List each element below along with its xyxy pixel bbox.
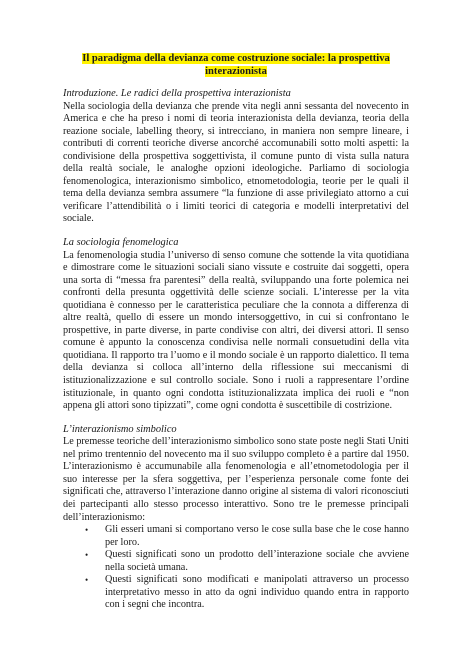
list-item xyxy=(85,524,409,549)
section-heading-phenomenology: La sociologia fenomelogica xyxy=(63,237,179,249)
list-item xyxy=(85,574,409,612)
paragraph-phenomenology: La fenomenologia studia l’universo di senso comune che sottende la vita quotidiana e dimostrare come le situazioni sociali siano vissute e costruite dai soggetti, opera una sorta di “messa fra parentesi” della realtà, sviluppando una forte polemica nei confronti della presunta oggettività delle scienze sociali. L’interesse per la vita quotidiana è connesso per le caratteristica peculiare che la connota a differenza di altre realtà, quello di essere un mondo intersoggettivo, in cui si confrontano le prospettive, in parte diverse, in parte condivise con altri, dei diversi attori. Il senso comune è appunto la conoscenza condivisa nelle normali consuetudini della vita quotidiana. Il rapporto tra l’uomo e il mondo sociale è un rapporto dialettico. Il tema della devianza si colloca all’interno della riflessione sui meccanismi di istituzionalizzazione e sul controllo sociale. Sono i ruoli a rappresentare l’ordine istituzionale, in quanto ogni condotta istituzionalizzata implica dei ruoli e “non appena gli attori sono tipizzati”, come ogni condotta è suscettibile di costrizione. xyxy=(63,249,409,412)
list-item-text: Questi significati sono modificati e manipolati attraverso un processo interpretativo messo in atto da ogni individuo quando entra in rapporto con i segni che incontra. xyxy=(105,574,409,611)
section-heading-symbolic-interactionism: L’interazionismo simbolico xyxy=(63,423,177,435)
section-gap xyxy=(63,226,409,237)
list-item-text: Gli esseri umani si comportano verso le cose sulla base che le cose hanno per loro. xyxy=(105,524,409,548)
bullet-icon: • xyxy=(85,575,89,586)
list-item-text: Questi significati sono un prodotto dell’interazione sociale che avviene nella società umana. xyxy=(105,549,409,573)
document-body xyxy=(63,52,409,612)
document-title xyxy=(63,52,409,78)
paragraph-symbolic-interactionism: Le premesse teoriche dell’interazionismo simbolico sono state poste negli Stati Uniti nel primo trentennio del novecento ma il suo sviluppo completo è a partire dal 1950. L’interazionismo è accumunabile alla fenomenologia e all’etnometodologia per il suo interesse per la sfera soggettiva, per l’esperienza personale come fonte dei significati che, attraverso l’interazione danno origine al sistema di valori riconosciuti dei partecipanti allo stesso processo interattivo. Sono tre le premesse principali dell’interazionismo: xyxy=(63,436,409,523)
section-heading-introduction: Introduzione. Le radici della prospettiva interazionista xyxy=(63,88,291,99)
bullet-icon: • xyxy=(85,550,89,561)
highlighted-title-text: Il paradigma della devianza come costruzione sociale: la prospettiva interazionista xyxy=(82,53,390,77)
list-item xyxy=(85,549,409,574)
bullet-icon: • xyxy=(85,525,89,536)
paragraph-introduction: Nella sociologia della devianza che prende vita negli anni sessanta del novecento in America e che ha preso i nomi di teoria interazionista della devianza, teoria della reazione sociale, labelling theory, si intrecciano, in maniera non sempre lineare, i contributi di correnti teoriche diverse ancorché accomunabili sotto molti aspetti: la condivisione della prospettiva soggettivista, il comune punto di vista sulla natura della realtà sociale, le analoghe opzioni ideologiche. Parliamo di sociologia fenomenologica, interazionismo simbolico, etnometodologia, teorie per le quali il tema della devianza sembra assumere “la funzione di asse privilegiato attorno a cui verificare l’attendibilità o i limiti teorici di categoria e modelli interpretativi del sociale. xyxy=(63,100,409,225)
premises-list xyxy=(63,524,409,612)
section-gap xyxy=(63,413,409,424)
